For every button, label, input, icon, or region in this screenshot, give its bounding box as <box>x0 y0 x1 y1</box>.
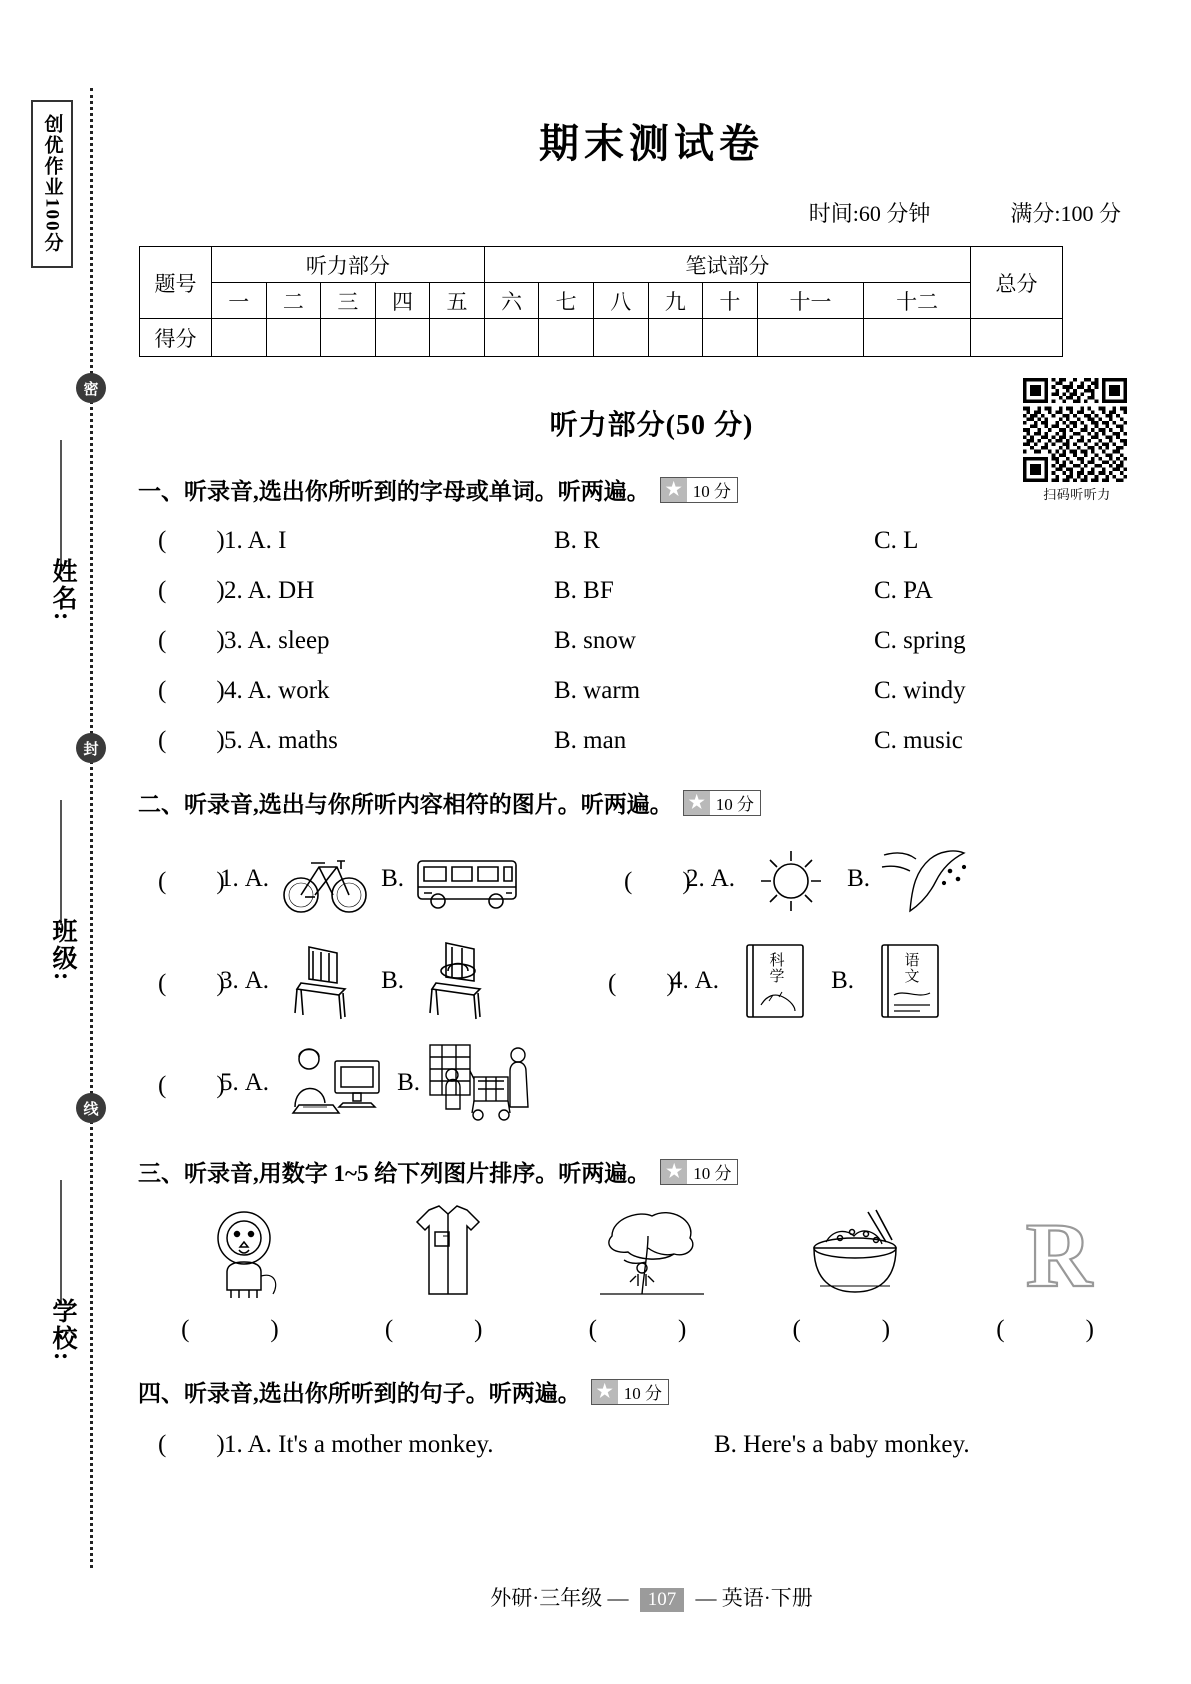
option-a[interactable]: 3. A. sleep <box>224 627 330 654</box>
star-icon: ★ <box>661 478 687 502</box>
exam-meta <box>112 197 1121 228</box>
option-a[interactable]: 4. A. work <box>224 677 330 704</box>
question-1-heading-text: 一、听录音,选出你所听到的字母或单词。听两遍。 <box>138 479 650 504</box>
order-item-2 <box>373 1202 523 1345</box>
svg-text:科: 科 <box>769 953 785 969</box>
option-a-label: A. <box>694 967 720 994</box>
rice-bowl-picture[interactable] <box>790 1202 920 1302</box>
option-b[interactable]: B. man <box>554 727 627 754</box>
exam-page <box>112 0 1191 1684</box>
option-b[interactable]: B. R <box>554 527 600 554</box>
score-num-9: 九 <box>648 283 703 319</box>
option-c[interactable]: C. windy <box>874 677 966 704</box>
answer-blank[interactable]: ( ) <box>158 970 225 997</box>
score-num-3: 三 <box>321 283 376 319</box>
chinese-book-picture[interactable] <box>860 939 960 1023</box>
option-b[interactable]: B. Here's a baby monkey. <box>714 1431 970 1458</box>
star-icon: ★ <box>592 1380 618 1404</box>
score-num-7: 七 <box>539 283 594 319</box>
listening-section-title: 听力部分(50 分) <box>549 410 754 441</box>
supermarket-picture[interactable] <box>426 1041 542 1125</box>
question-1-item-3 <box>112 620 1191 656</box>
score-table-group-listening: 听力部分 <box>212 247 485 283</box>
option-c[interactable]: C. PA <box>874 577 933 604</box>
option-a[interactable]: 5. A. maths <box>224 727 338 754</box>
page-title: 期末测试卷 <box>539 121 764 166</box>
score-table-group-written: 笔试部分 <box>484 247 970 283</box>
score-cell-7[interactable] <box>539 319 594 357</box>
score-cell-3[interactable] <box>321 319 376 357</box>
answer-blank[interactable]: ( ) <box>158 627 225 654</box>
page-number: 107 <box>640 1588 685 1612</box>
school-write-line <box>60 1180 62 1305</box>
order-item-1 <box>169 1202 319 1345</box>
time-limit-label: 时间:60 分钟 <box>808 201 931 226</box>
option-b-label: B. <box>831 967 854 994</box>
bus-picture[interactable] <box>410 837 526 921</box>
item-number: 5. <box>220 1069 239 1096</box>
question-1-item-1 <box>112 520 1191 556</box>
question-1-item-4 <box>112 670 1191 706</box>
question-3-points: 10 分 <box>693 1164 732 1183</box>
answer-blank[interactable]: ( ) <box>158 727 225 754</box>
question-2-heading <box>138 786 1191 819</box>
score-cell-9[interactable] <box>648 319 703 357</box>
footer-subject: 英语·下册 <box>721 1586 813 1610</box>
option-c[interactable]: C. spring <box>874 627 966 654</box>
answer-blank[interactable]: ( ) <box>158 677 225 704</box>
score-num-11: 十一 <box>757 283 864 319</box>
footer-dash-left: — <box>607 1586 629 1610</box>
question-2-row-3 <box>112 1041 1191 1125</box>
question-1-item-2 <box>112 570 1191 606</box>
seal-dashed-line <box>90 88 93 1568</box>
option-b-label: B. <box>847 865 870 892</box>
option-a-label: A. <box>244 865 270 892</box>
total-score-label: 满分:100 分 <box>1010 201 1121 226</box>
question-3-heading <box>138 1155 1191 1188</box>
option-b-label: B. <box>397 1069 420 1096</box>
order-answer-blank[interactable]: ( ) <box>384 1316 511 1343</box>
name-label: 姓名: <box>49 558 76 623</box>
question-3-picture-row <box>142 1202 1161 1345</box>
question-1-points-badge <box>660 477 738 503</box>
order-answer-blank[interactable]: ( ) <box>588 1316 715 1343</box>
page-footer <box>112 1582 1191 1612</box>
question-4-points-badge <box>591 1379 669 1405</box>
chair-hat-picture[interactable] <box>410 939 510 1023</box>
star-icon: ★ <box>661 1160 687 1184</box>
question-1-points: 10 分 <box>692 482 731 501</box>
score-num-10: 十 <box>703 283 758 319</box>
score-num-2: 二 <box>266 283 321 319</box>
score-cell-2[interactable] <box>266 319 321 357</box>
class-label: 班级: <box>49 918 76 983</box>
bicycle-picture[interactable] <box>275 837 375 921</box>
svg-text:R: R <box>1025 1204 1093 1302</box>
score-cell-10[interactable] <box>703 319 758 357</box>
score-table-row-label-得分: 得分 <box>140 319 212 357</box>
score-cell-5[interactable] <box>430 319 485 357</box>
svg-text:学: 学 <box>769 969 785 985</box>
score-cell-6[interactable] <box>484 319 539 357</box>
score-num-12: 十二 <box>864 283 971 319</box>
score-cell-4[interactable] <box>375 319 430 357</box>
question-4-item-1 <box>112 1424 1191 1460</box>
score-table <box>139 246 1063 357</box>
order-item-5 <box>984 1202 1134 1345</box>
score-cell-1[interactable] <box>212 319 267 357</box>
shirt-picture[interactable] <box>383 1202 513 1302</box>
name-write-line <box>60 440 62 565</box>
score-num-1: 一 <box>212 283 267 319</box>
windy-tree-picture[interactable] <box>876 837 976 921</box>
footer-publisher: 外研·三年级 <box>490 1586 603 1610</box>
option-b[interactable]: B. snow <box>554 627 636 654</box>
option-a-label: A. <box>710 865 736 892</box>
sun-picture[interactable] <box>741 837 841 921</box>
svg-text:语: 语 <box>904 953 920 969</box>
lion-picture[interactable] <box>179 1202 309 1302</box>
score-cell-12[interactable] <box>864 319 971 357</box>
class-write-line <box>60 800 62 925</box>
order-answer-blank[interactable]: ( ) <box>996 1316 1122 1343</box>
answer-blank[interactable]: ( ) <box>158 527 225 554</box>
option-a[interactable]: 1. A. It's a mother monkey. <box>224 1431 494 1458</box>
seal-mark-xian: 线 <box>76 1093 106 1123</box>
letter-r-picture[interactable] <box>994 1202 1124 1302</box>
option-a[interactable]: 2. A. DH <box>224 577 315 604</box>
score-table-row-label-题号: 题号 <box>140 247 212 319</box>
option-a[interactable]: 1. A. I <box>224 527 287 554</box>
item-number: 4. <box>670 967 689 994</box>
brand-box <box>31 100 73 268</box>
score-num-8: 八 <box>593 283 648 319</box>
seal-mark-feng: 封 <box>76 733 106 763</box>
option-b[interactable]: B. BF <box>554 577 614 604</box>
answer-blank[interactable]: ( ) <box>158 1431 225 1458</box>
item-number: 2. <box>686 865 705 892</box>
score-cell-11[interactable] <box>757 319 864 357</box>
svg-text:文: 文 <box>904 969 920 985</box>
score-cell-total[interactable] <box>971 319 1063 357</box>
question-2-row-2 <box>112 939 1191 1023</box>
question-1-item-5 <box>112 720 1191 756</box>
score-cell-8[interactable] <box>593 319 648 357</box>
option-a-label: A. <box>244 1069 270 1096</box>
answer-blank[interactable]: ( ) <box>158 1072 225 1099</box>
score-num-5: 五 <box>430 283 485 319</box>
answer-blank[interactable]: ( ) <box>608 970 675 997</box>
answer-blank[interactable]: ( ) <box>158 868 225 895</box>
item-number: 1. <box>220 865 239 892</box>
score-num-4: 四 <box>375 283 430 319</box>
order-answer-blank[interactable]: ( ) <box>181 1316 307 1343</box>
option-a-label: A. <box>244 967 270 994</box>
score-table-total-header: 总分 <box>971 247 1063 319</box>
school-label: 学校: <box>49 1298 76 1363</box>
order-answer-blank[interactable]: ( ) <box>792 1316 919 1343</box>
option-b[interactable]: B. warm <box>554 677 641 704</box>
item-number: 3. <box>220 967 239 994</box>
listening-qr-block[interactable] <box>1023 378 1131 503</box>
question-2-points: 10 分 <box>715 795 754 814</box>
option-c[interactable]: C. L <box>874 527 919 554</box>
option-b-label: B. <box>381 967 404 994</box>
star-icon: ★ <box>684 791 710 815</box>
question-3-heading-text: 三、听录音,用数字 1~5 给下列图片排序。听两遍。 <box>138 1161 651 1186</box>
answer-blank[interactable]: ( ) <box>158 577 225 604</box>
footer-dash-right: — <box>695 1586 717 1610</box>
order-item-4 <box>780 1202 930 1345</box>
order-item-3 <box>576 1202 726 1345</box>
question-2-heading-text: 二、听录音,选出与你所听内容相符的图片。听两遍。 <box>138 792 673 817</box>
seal-mark-mi: 密 <box>76 373 106 403</box>
left-seal-sidebar <box>0 0 112 1684</box>
question-4-points: 10 分 <box>623 1384 662 1403</box>
science-book-picture[interactable] <box>725 939 825 1023</box>
question-4-heading-text: 四、听录音,选出你所听到的句子。听两遍。 <box>138 1381 581 1406</box>
option-c[interactable]: C. music <box>874 727 963 754</box>
option-b-label: B. <box>381 865 404 892</box>
woman-computer-picture[interactable] <box>275 1041 391 1125</box>
qr-caption: 扫码听听力 <box>1043 487 1111 502</box>
chair-picture[interactable] <box>275 939 375 1023</box>
question-2-row-1 <box>112 837 1191 921</box>
question-3-points-badge <box>660 1159 738 1185</box>
score-num-6: 六 <box>484 283 539 319</box>
qr-code-icon[interactable] <box>1023 378 1127 482</box>
question-4-heading <box>138 1375 1191 1408</box>
brand-label: 创优作业100分 <box>41 114 63 254</box>
tree-picture[interactable] <box>586 1202 716 1302</box>
answer-blank[interactable]: ( ) <box>624 868 691 895</box>
question-2-points-badge <box>683 790 761 816</box>
